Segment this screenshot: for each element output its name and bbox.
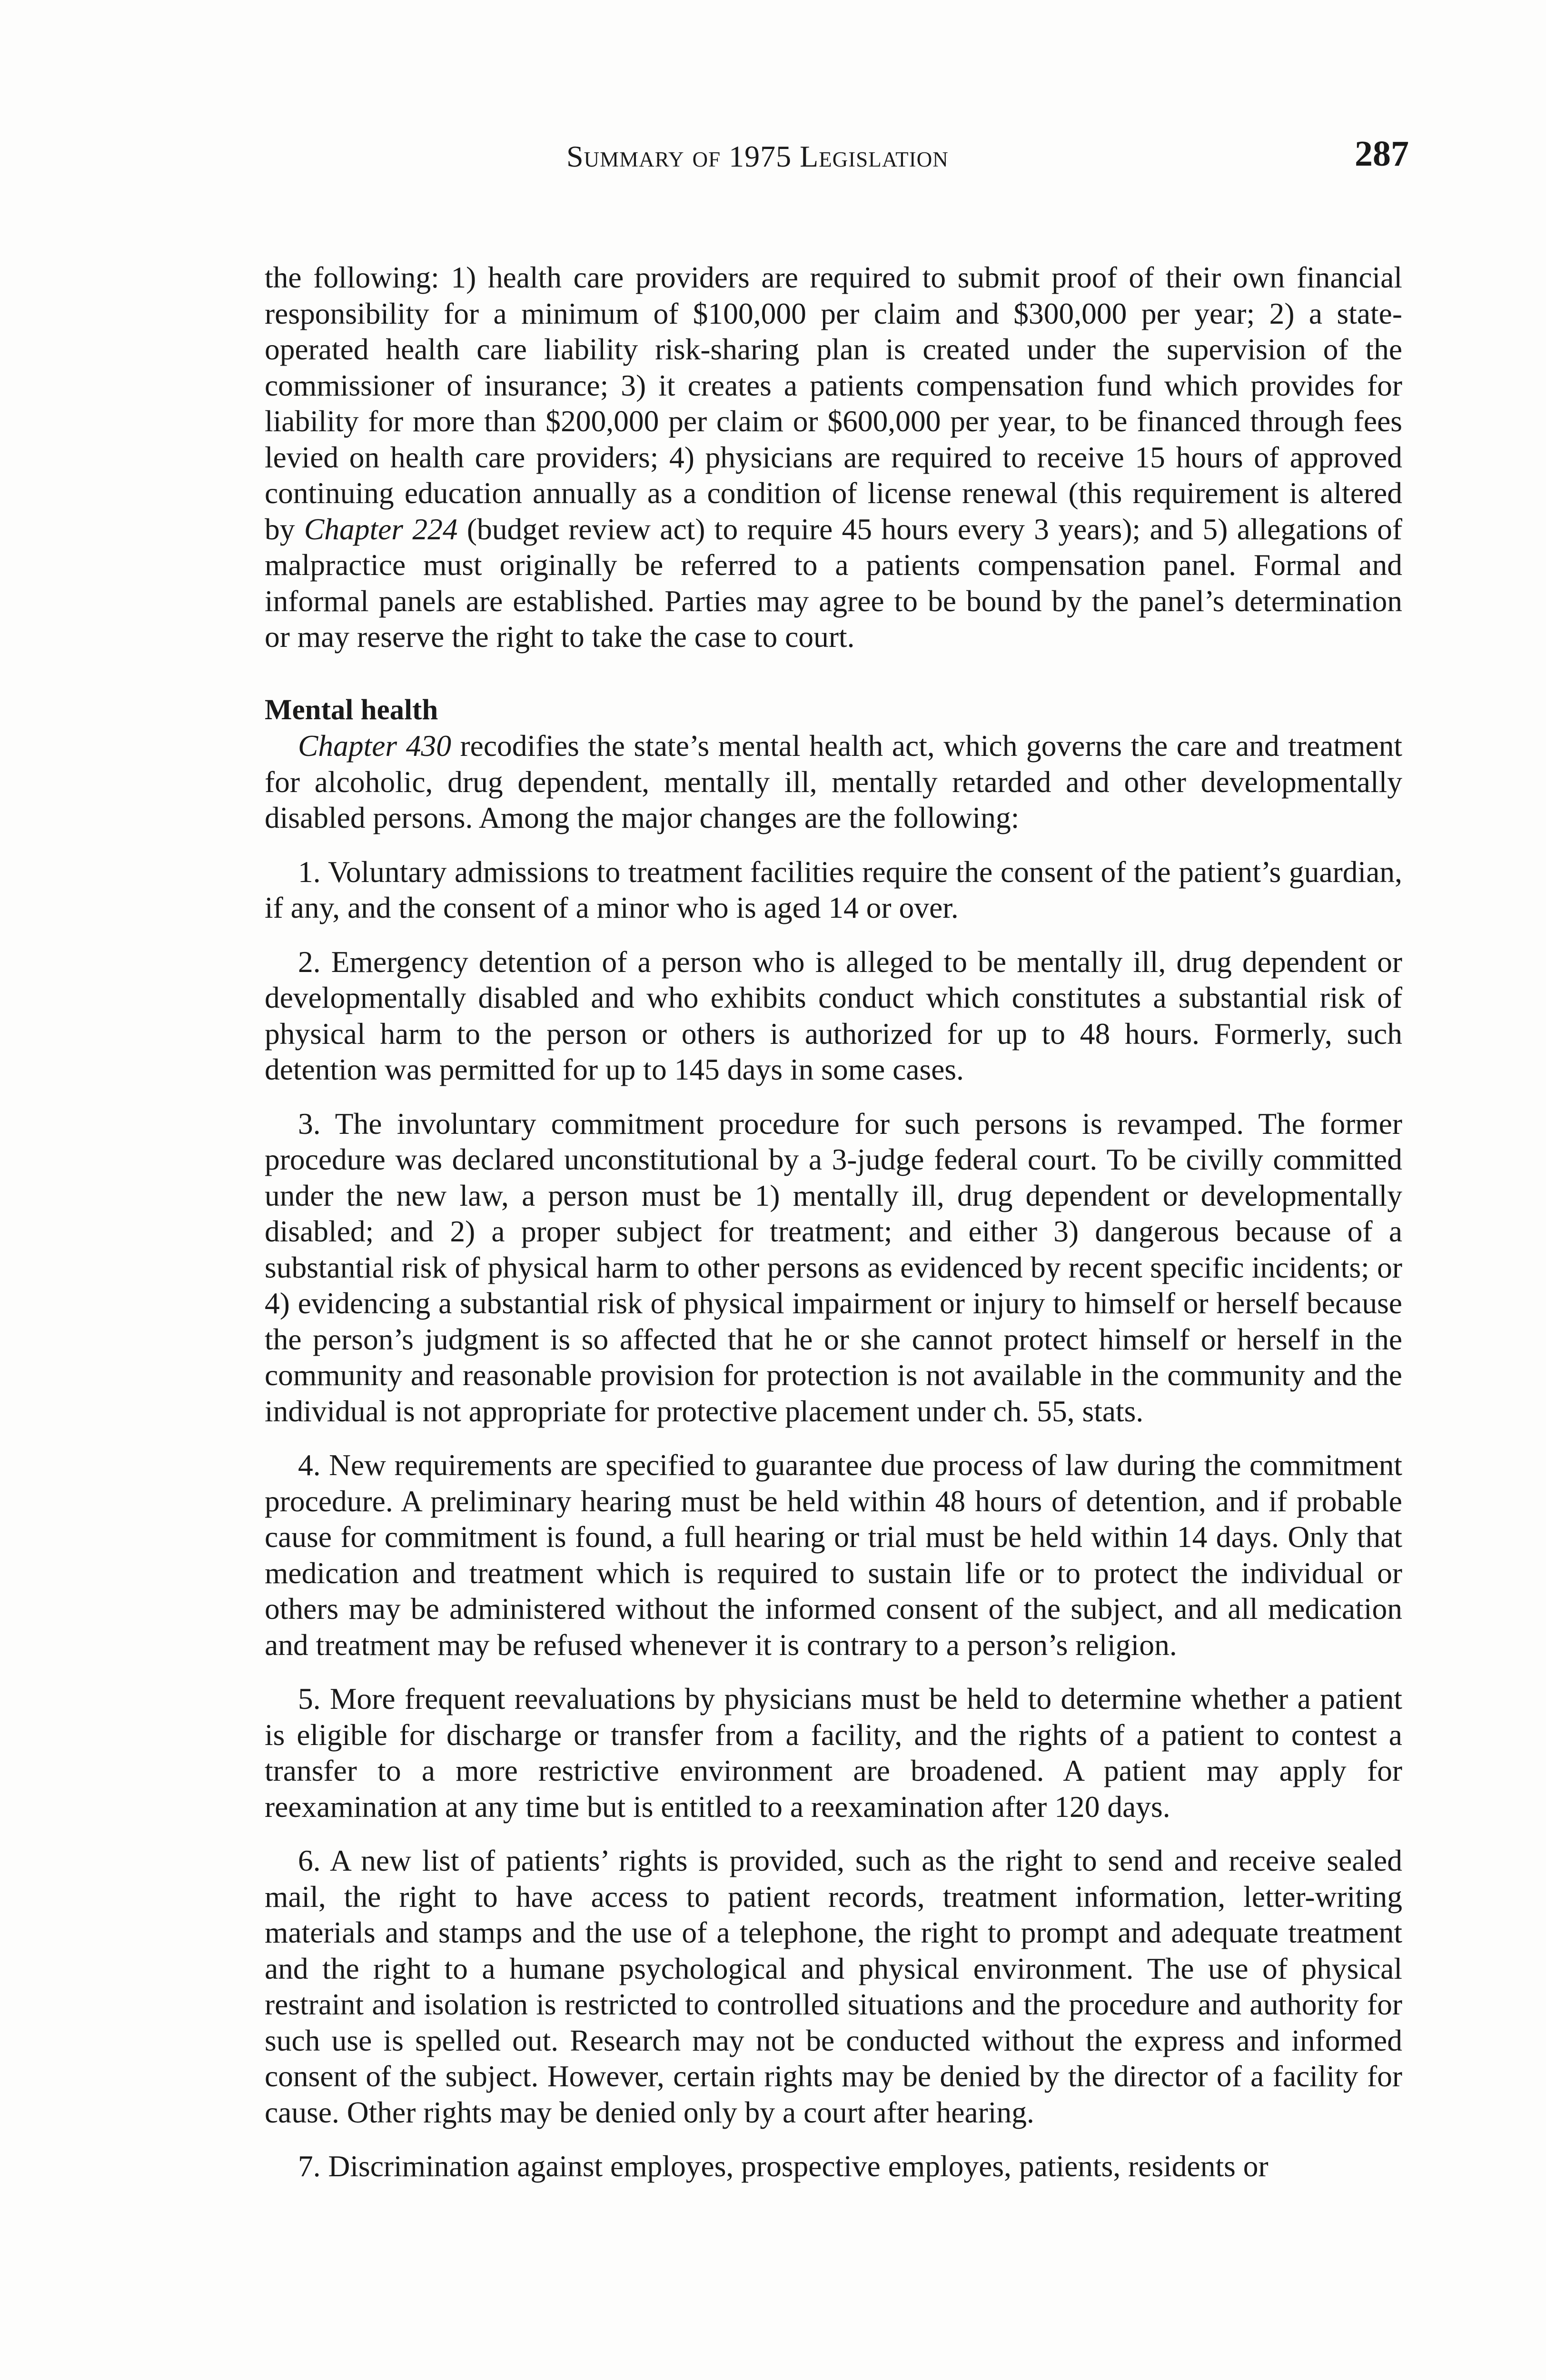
- list-item: 2. Emergency detention of a person who is alleged to be mentally ill, drug dependent or developmentally disabled and who exhibits conduct which constitutes a substantial risk of physical harm to the person or others is authorized for up to 48 hours. Formerly, such detention was permitted for up to 145 days in some cases.: [265, 944, 1402, 1086]
- running-title: Summary of 1975 Legislation: [566, 139, 949, 173]
- chapter-reference: Chapter 224: [304, 512, 458, 546]
- intro-text-part1: the following: 1) health care providers are required to submit proof of their own financial responsibility for a minimum of $100,000 per claim and $300,000 per year; 2) a state-operated health care liability risk-sharing plan is created under the supervision of the commissioner of insurance; 3) it creates a patients compensation fund which provides for liability for more than $200,000 per claim or $600,000 per year, to be financed through fees levied on health care providers; 4) physicians are required to receive 15 hours of approved continuing education annually as a condition of license renewal (this requirement is altered by: [265, 260, 1402, 546]
- intro-text-part2: (budget review act) to require 45 hours every 3 years); and 5) allegations of malpractice must originally be referred to a patients compensation panel. Formal and informal panels are established. Parties may agree to be bound by the panel’s determination or may reserve the right to take the case to court.: [265, 512, 1402, 654]
- intro-paragraph: [265, 259, 1402, 655]
- list-item: 6. A new list of patients’ rights is provided, such as the right to send and receive sealed mail, the right to have access to patient records, treatment information, letter-writing materials and stamps and the use of a telephone, the right to prompt and adequate treatment and the right to a humane psychological and physical environment. The use of physical restraint and isolation is restricted to controlled situations and the procedure and authority for such use is spelled out. Research may not be conducted without the express and informed consent of the subject. However, certain rights may be denied by the director of a facility for cause. Other rights may be denied only by a court after hearing.: [265, 1844, 1402, 2129]
- list-item: 5. More frequent reevaluations by physicians must be held to determine whether a patient is eligible for discharge or transfer from a facility, and the rights of a patient to contest a transfer to a more restrictive environment are broadened. A patient may apply for reexamination at any time but is entitled to a reexamination after 120 days.: [265, 1682, 1402, 1824]
- lead-paragraph: [265, 728, 1402, 836]
- page-number: 287: [1355, 134, 1409, 174]
- lead-text: recodifies the state’s mental health act, which governs the care and treatment for alcoholic, drug dependent, mentally ill, mentally retarded and other developmentally disabled persons. Among the major changes are the following:: [265, 729, 1402, 834]
- list-item: 4. New requirements are specified to guarantee due process of law during the commitment procedure. A preliminary hearing must be held within 48 hours of detention, and if probable cause for commitment is found, a full hearing or trial must be held within 14 days. Only that medication and treatment which is required to sustain life or to protect the individual or others may be administered without the informed consent of the subject, and all medication and treatment may be refused whenever it is contrary to a person’s religion.: [265, 1448, 1402, 1662]
- body-text: [265, 259, 1402, 2202]
- section-heading: Mental health: [265, 694, 438, 726]
- chapter-reference: Chapter 430: [298, 729, 451, 763]
- list-item: 7. Discrimination against employes, prospective employes, patients, residents or: [298, 2149, 1269, 2183]
- list-item: 3. The involuntary commitment procedure for such persons is revamped. The former procedure was declared unconstitutional by a 3-judge federal court. To be civilly committed under the new law, a person must be 1) mentally ill, drug dependent or developmentally disabled; and 2) a proper subject for treatment; and either 3) dangerous because of a substantial risk of physical harm to other persons as evidenced by recent specific incidents; or 4) evidencing a substantial risk of physical impairment or injury to himself or herself because the person’s judgment is so affected that he or she cannot protect himself or herself in the community and reasonable provision for protection is not available in the community and the individual is not appropriate for protective placement under ch. 55, stats.: [265, 1106, 1402, 1428]
- list-item: 1. Voluntary admissions to treatment facilities require the consent of the patient’s guardian, if any, and the consent of a minor who is aged 14 or over.: [265, 854, 1402, 924]
- running-head: [267, 134, 1409, 187]
